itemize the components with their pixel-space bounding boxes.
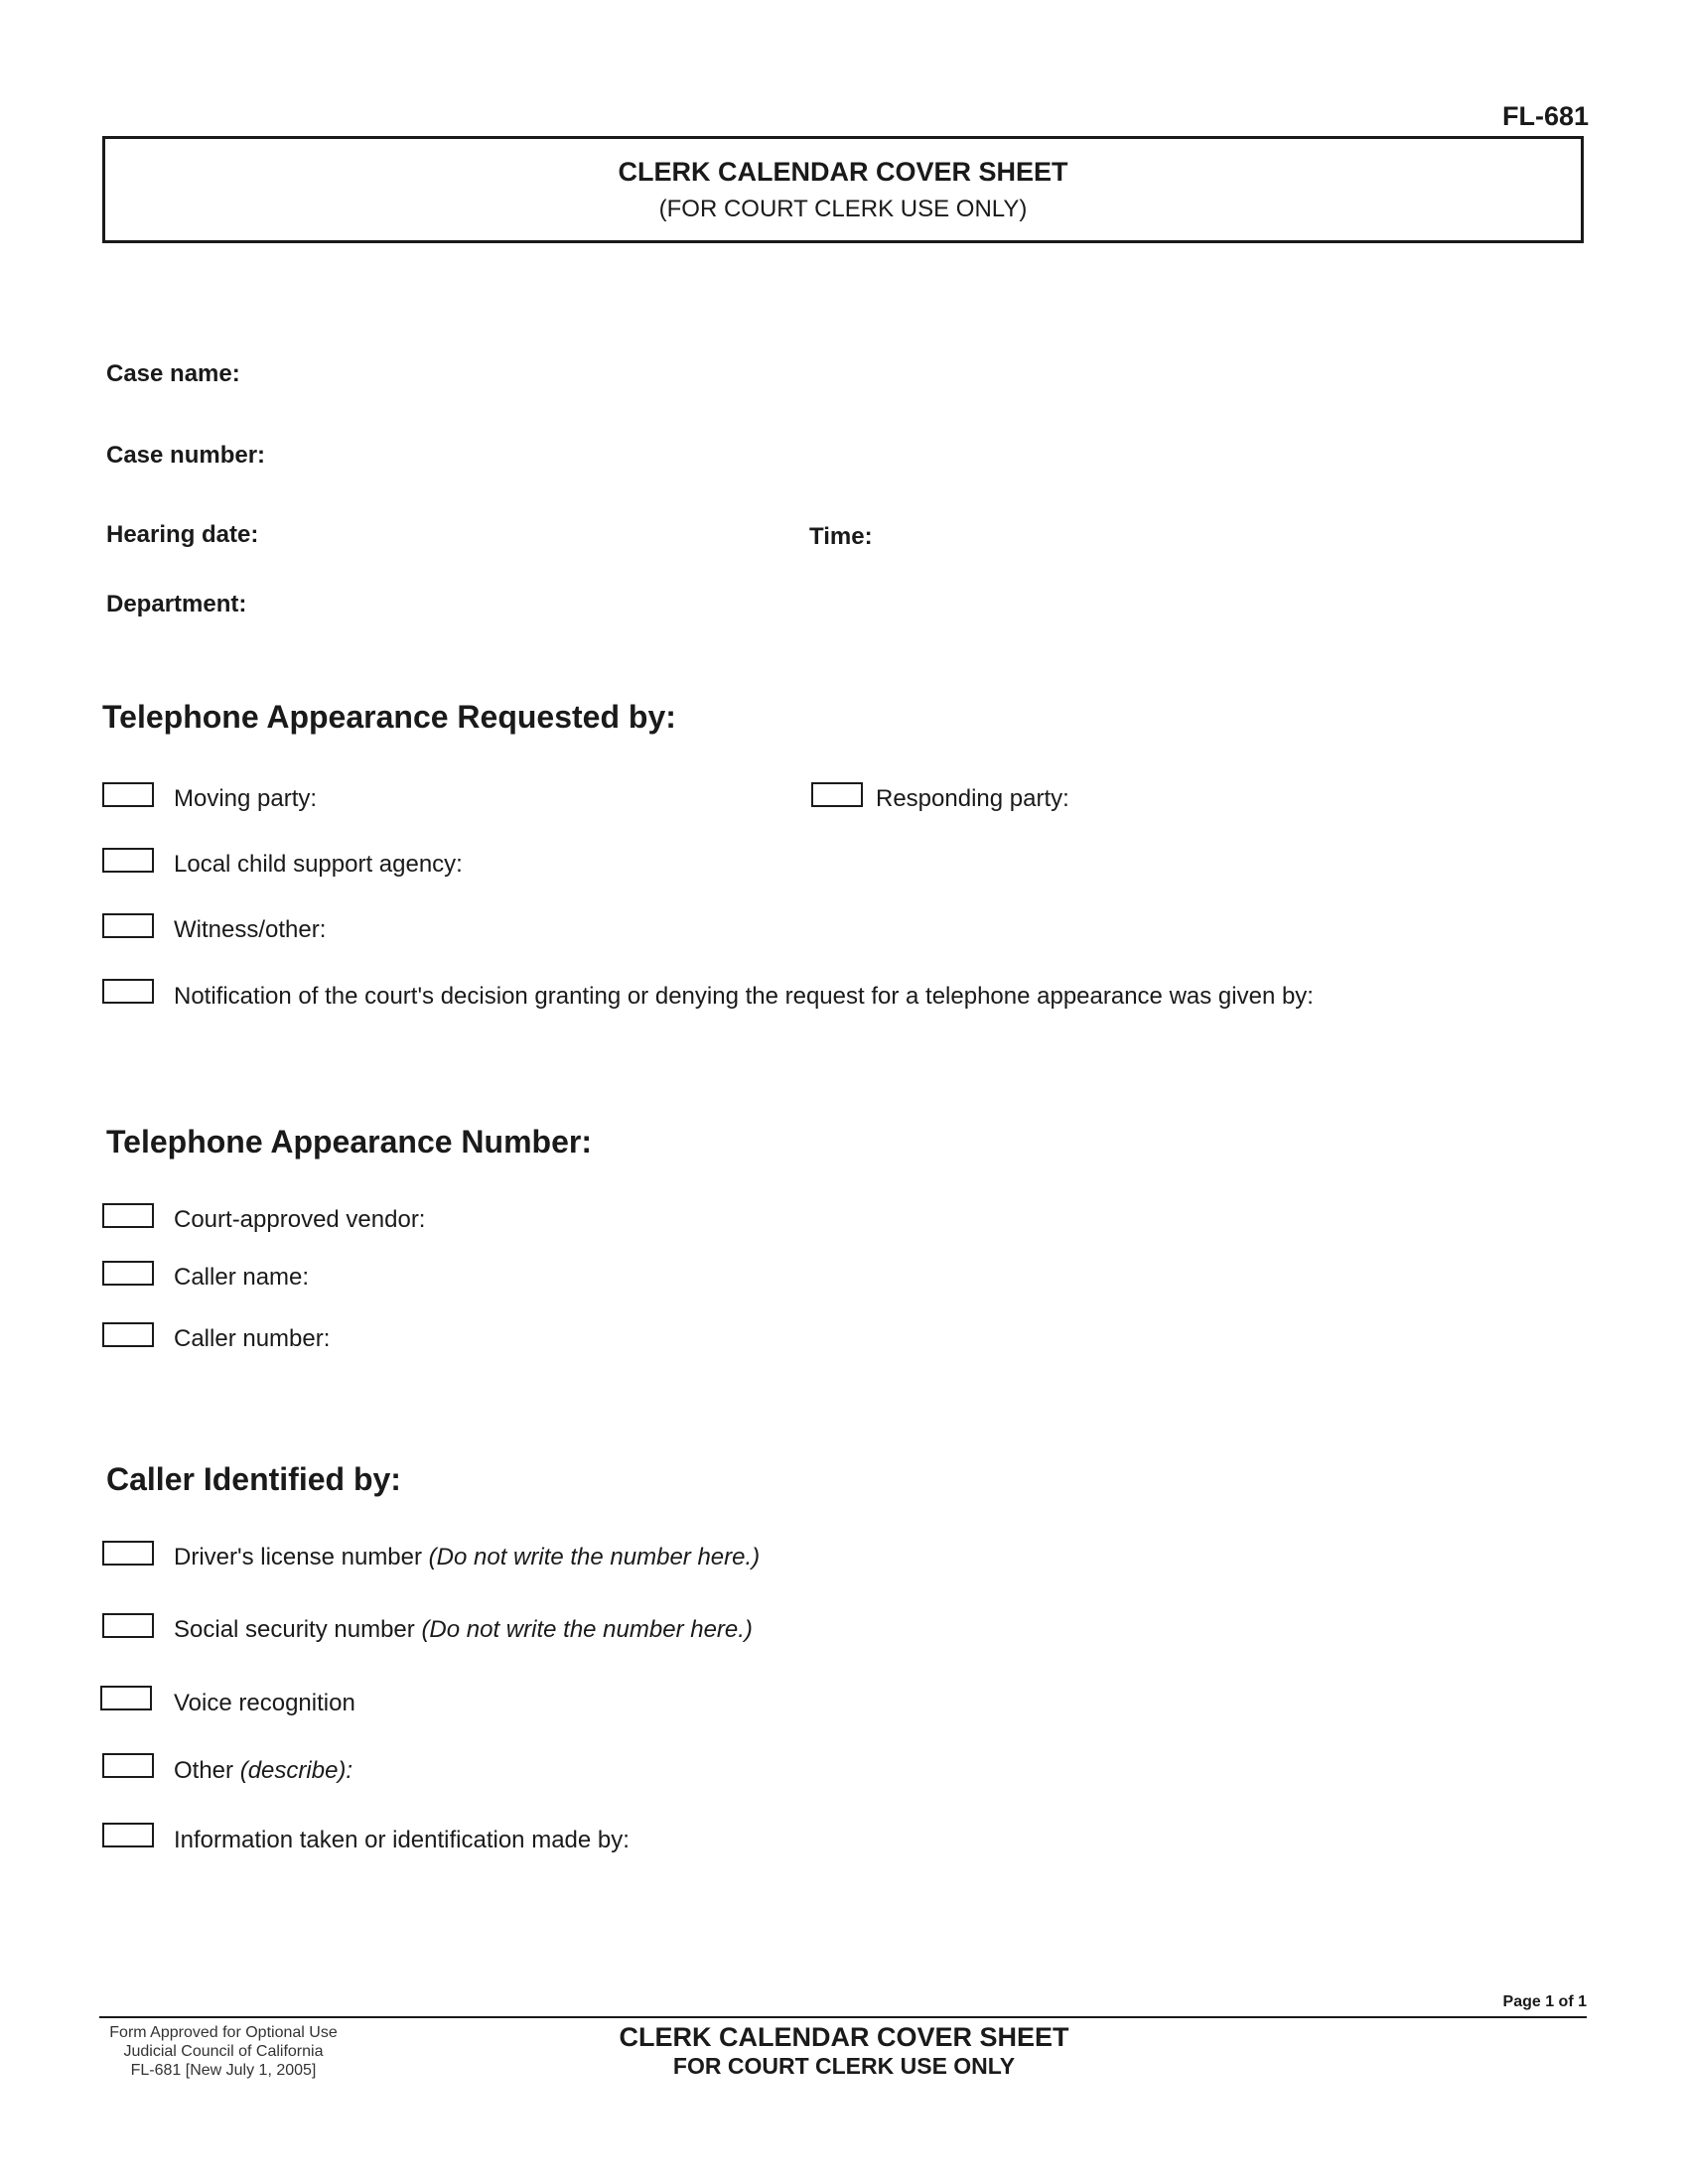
drivers-license-label (174, 1544, 760, 1571)
vendor-checkbox[interactable] (102, 1203, 154, 1228)
appearance-number-heading: Telephone Appearance Number: (106, 1124, 592, 1160)
notification-label: Notification of the court's decision granting or denying the request for a telephone appearance was given by: (174, 983, 1314, 1010)
footer-approval-line-3: FL-681 [New July 1, 2005] (130, 2062, 317, 2079)
responding-party-label: Responding party: (876, 785, 1069, 812)
caller-number-checkbox[interactable] (102, 1322, 154, 1347)
witness-label: Witness/other: (174, 916, 327, 943)
voice-recognition-label: Voice recognition (174, 1690, 355, 1716)
drivers-license-checkbox[interactable] (102, 1541, 154, 1566)
ssn-text: Social security number (174, 1616, 415, 1643)
footer-approval (94, 2023, 352, 2080)
footer-subtitle: FOR COURT CLERK USE ONLY (672, 2053, 1016, 2079)
department-label: Department: (106, 591, 247, 617)
requested-by-heading: Telephone Appearance Requested by: (102, 699, 676, 735)
vendor-label: Court-approved vendor: (174, 1206, 426, 1233)
voice-recognition-checkbox[interactable] (100, 1686, 152, 1710)
identified-by-heading: Caller Identified by: (106, 1461, 401, 1497)
other-note: (describe): (239, 1757, 353, 1784)
moving-party-label: Moving party: (174, 785, 318, 812)
other-text: Other (174, 1757, 234, 1784)
time-label: Time: (809, 523, 873, 550)
local-agency-checkbox[interactable] (102, 848, 154, 873)
footer-approval-line-1: Form Approved for Optional Use (109, 2024, 338, 2041)
caller-number-label: Caller number: (174, 1325, 331, 1352)
form-title: CLERK CALENDAR COVER SHEET (618, 157, 1068, 187)
ssn-checkbox[interactable] (102, 1613, 154, 1638)
info-taken-label: Information taken or identification made by: (174, 1827, 630, 1853)
caller-name-checkbox[interactable] (102, 1261, 154, 1286)
ssn-note: (Do not write the number here.) (421, 1616, 753, 1643)
caller-name-label: Caller name: (174, 1264, 310, 1291)
footer-title-block (496, 2022, 1192, 2080)
form-subtitle: (FOR COURT CLERK USE ONLY) (658, 196, 1028, 222)
witness-checkbox[interactable] (102, 913, 154, 938)
other-checkbox[interactable] (102, 1753, 154, 1778)
footer-divider (99, 2016, 1587, 2018)
form-number: FL-681 (1501, 101, 1589, 131)
notification-checkbox[interactable] (102, 979, 154, 1004)
case-name-label: Case name: (106, 360, 240, 387)
info-taken-checkbox[interactable] (102, 1823, 154, 1847)
local-agency-label: Local child support agency: (174, 851, 463, 878)
drivers-license-text: Driver's license number (174, 1544, 422, 1570)
moving-party-checkbox[interactable] (102, 782, 154, 807)
drivers-license-note: (Do not write the number here.) (428, 1544, 761, 1570)
responding-party-checkbox[interactable] (811, 782, 863, 807)
footer-approval-line-2: Judicial Council of California (123, 2043, 324, 2060)
ssn-label (174, 1616, 753, 1644)
footer-title: CLERK CALENDAR COVER SHEET (619, 2022, 1069, 2052)
other-label (174, 1757, 352, 1785)
hearing-date-label: Hearing date: (106, 521, 259, 548)
page-number: Page 1 of 1 (1502, 1993, 1587, 2010)
case-number-label: Case number: (106, 442, 266, 469)
title-box (102, 136, 1584, 243)
